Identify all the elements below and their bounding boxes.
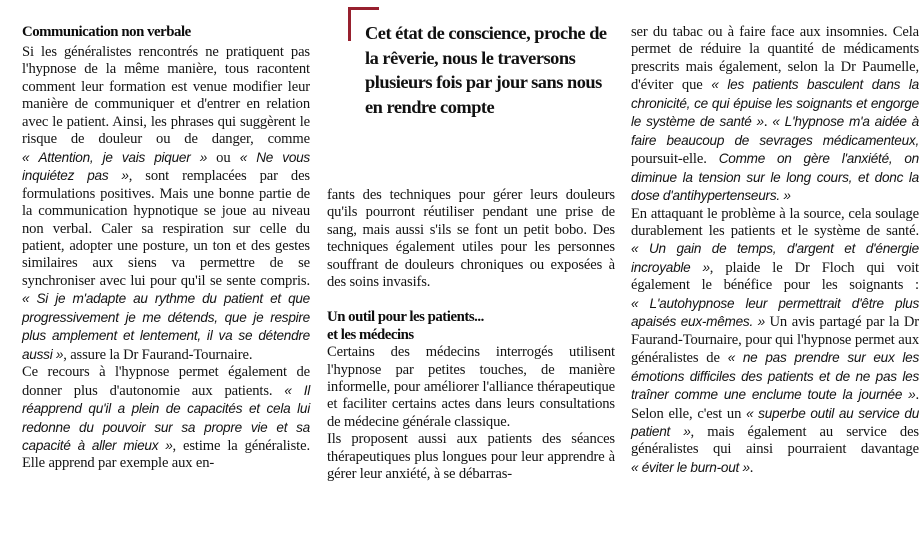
right-column-body [631, 24, 919, 477]
paragraph: ser du tabac ou à faire face aux insomnies. Cela permet de réduire la quantité de médicaments prescrits mais également, selon la Dr Paumelle, d'éviter que « les patients basculent dans la chronicité, ce qui épuise les soignants et engorge le système de santé ». « L'hypnose m'a aidée à faire beaucoup de sevrages médicamenteux, poursuit-elle. Comme on gère l'anxiété, on diminue la tension sur le long cours, et donc la dose d'antihypertenseurs. » [631, 24, 919, 204]
quoted-phrase: « éviter le burn-out » [631, 459, 750, 475]
spacer [327, 292, 615, 309]
paragraph: Si les généralistes rencontrés ne pratiquent pas l'hypnose de la même manière, tous racontent comment leur formation est venue modifier leur manière de communiquer et d'entrer en relation avec le patient. Ainsi, les phrases qui suggèrent le risque de douleur ou de danger, comme « Attention, je vais piquer » ou « Ne vous inquiétez pas », sont remplacées par des formulations positives. Mais une bonne partie de la communication hypnotique se joue au niveau non verbal. Caler sa respiration sur celle du patient, adopter une posture, un ton et des gestes similaires aux siens va permettre de se synchroniser avec lui pour qu'il se sente compris. « Si je m'adapte au rythme du patient et que progressivement je me détends, que je respire plus amplement et lentement, il va se détendre aussi », assure la Dr Faurand-Tournaire. [22, 44, 310, 363]
paragraph: Ils proposent aussi aux patients des séances thérapeutiques plus longues pour leur apprendre à gérer leur anxiété, à se débarras- [327, 431, 615, 483]
quoted-phrase: « L'hypnose m'a aidée à faire beaucoup de sevrages médicamenteux, [631, 114, 919, 148]
quoted-phrase: « Un gain de temps, d'argent et d'énergie incroyable » [631, 241, 919, 275]
pull-quote-text: Cet état de conscience, proche de la rêverie, nous le traversons plusieurs fois par jour sans nous en rendre compte [365, 23, 607, 117]
quoted-phrase: « superbe outil au service du patient » [631, 405, 920, 439]
quoted-phrase: « L'autohypnose leur permettrait d'être plus apaisés eux-mêmes. » [631, 295, 919, 330]
paragraph: En attaquant le problème à la source, cela soulage durablement les patients et le système de santé. « Un gain de temps, d'argent et d'énergie incroyable », plaide le Dr Floch qui voit également le bénéfice pour les soignants : « L'autohypnose leur permettrait d'être plus apaisés eux-mêmes. » Un avis partagé par la Dr Faurand-Tournaire, pour qui l'hypnose permet aux généralistes de « ne pas prendre sur eux les émotions difficiles des patients et de ne pas les traîner comme une enclume toute la journée ». Selon elle, c'est un « superbe outil au service du patient », mais également au service des généralistes qui ainsi pourraient davantage « éviter le burn-out ». [631, 205, 920, 476]
left-column-heading: Communication non verbale [22, 24, 191, 40]
quoted-phrase: « Il réapprend qu'il a plein de capacités et cela lui redonne du pouvoir sur sa propre vie et sa capacité à aller mieux » [22, 382, 310, 453]
quoted-phrase: « ne pas prendre sur eux les émotions difficiles des patients et de ne pas les traîner comme une enclume toute la journée » [631, 350, 919, 403]
middle-column-heading-line1: Un outil pour les patients... [327, 309, 484, 326]
paragraph: Ce recours à l'hypnose permet également de donner plus d'autonomie aux patients. « Il réapprend qu'il a plein de capacités et cela lui redonne du pouvoir sur sa propre vie et sa capacité à aller mieux », estime la généraliste. Elle apprend par exemple aux en- [22, 364, 310, 472]
pull-quote-block [327, 0, 619, 165]
middle-column-body [327, 187, 615, 484]
quoted-phrase: « Si je m'adapte au rythme du patient et que progressivement je me détends, que je respire plus amplement et lentement, il va se détendre aussi » [22, 291, 310, 362]
quoted-phrase: Comme on gère l'anxiété, on diminue la tension sur le long cours, et donc la dose d'antihypertenseurs. » [631, 151, 919, 204]
quoted-phrase: « les patients basculent dans la chronicité, ce qui épuise les soignants et engorge le système de santé » [631, 77, 919, 130]
left-column-body [22, 44, 310, 473]
quoted-phrase: « Attention, je vais piquer » [22, 149, 207, 165]
paragraph: Certains des médecins interrogés utilisent l'hypnose par petites touches, de manière informelle, pour améliorer l'alliance thérapeutique et faciliter certains actes dans leurs consultations de médecine générale classique. [327, 344, 615, 430]
paragraph-continued: fants des techniques pour gérer leurs douleurs qu'ils pourront réutiliser pendant une prise de sang, mais aussi s'ils se font un petit bobo. Des techniques également utiles pour les personnes souffrant de douleurs chroniques ou exposées à des soins invasifs. [327, 187, 615, 291]
middle-column-heading-line2: et les médecins [327, 326, 414, 343]
quoted-phrase: « Ne vous inquiétez pas » [22, 149, 310, 184]
